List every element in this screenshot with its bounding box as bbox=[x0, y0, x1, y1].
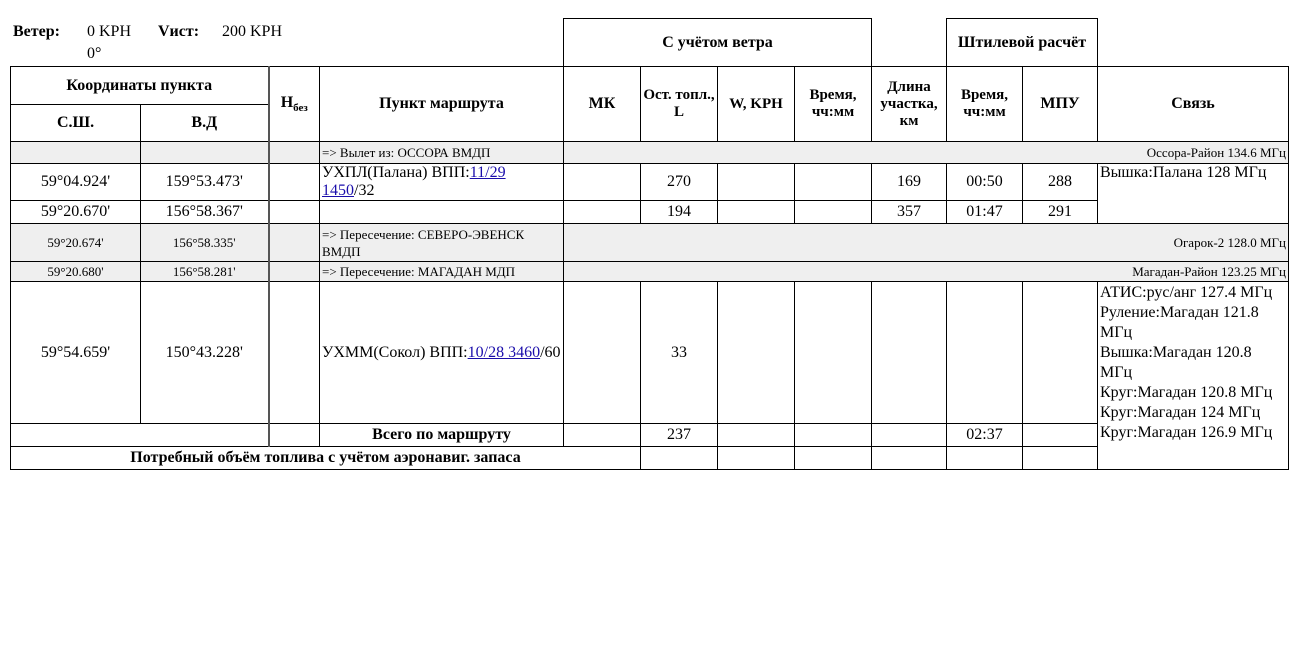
time-wind-cell bbox=[795, 447, 872, 470]
lon-cell: 159°53.473' bbox=[141, 164, 269, 201]
leg-length-cell bbox=[872, 447, 947, 470]
mpu-cell bbox=[1023, 282, 1098, 424]
waypoint-cell bbox=[320, 282, 564, 424]
crossing-freq: Магадан-Район 123.25 МГц bbox=[564, 262, 1289, 282]
w-cell bbox=[718, 447, 795, 470]
leg-length-cell bbox=[872, 424, 947, 447]
lat-cell bbox=[11, 142, 141, 164]
route-table bbox=[10, 18, 1289, 470]
comm-cell: Вышка:Палана 128 МГц bbox=[1098, 164, 1289, 224]
leg-length-cell bbox=[872, 282, 947, 424]
lon-cell: 150°43.228' bbox=[141, 282, 269, 424]
totals-label: Всего по маршруту bbox=[320, 424, 564, 447]
fuel-cell: 270 bbox=[641, 164, 718, 201]
lat-cell: 59°20.670' bbox=[11, 201, 141, 224]
lon-cell bbox=[141, 142, 269, 164]
lon-cell: 156°58.367' bbox=[141, 201, 269, 224]
mk-cell bbox=[564, 164, 641, 201]
crossing-text: => Пересечение: СЕВЕРО-ЭВЕНСК ВМДП bbox=[320, 224, 564, 262]
crossing-text: => Пересечение: МАГАДАН МДП bbox=[320, 262, 564, 282]
waypoint-name: УХММ(Сокол) ВПП: bbox=[322, 343, 468, 361]
waypoint-cell bbox=[320, 164, 564, 201]
lat-header: С.Ш. bbox=[11, 105, 141, 142]
totals-row bbox=[11, 424, 1289, 447]
table-row bbox=[11, 164, 1289, 201]
time-wind-cell bbox=[795, 201, 872, 224]
comm-line: Круг:Магадан 126.9 МГц bbox=[1100, 424, 1273, 441]
mpu-cell bbox=[1023, 447, 1098, 470]
w-cell bbox=[718, 201, 795, 224]
lat-cell: 59°54.659' bbox=[11, 282, 141, 424]
mpu-cell: 291 bbox=[1023, 201, 1098, 224]
with-wind-header: С учётом ветра bbox=[564, 19, 872, 67]
mpu-cell: 288 bbox=[1023, 164, 1098, 201]
waypoint-suffix: /32 bbox=[354, 182, 375, 199]
leg-length-cell: 169 bbox=[872, 164, 947, 201]
wind-label: Ветер: bbox=[13, 23, 60, 40]
lon-header: В.Д bbox=[141, 105, 269, 142]
departure-text: => Вылет из: ОССОРА ВМДП bbox=[320, 142, 564, 164]
leg-length-cell: 357 bbox=[872, 201, 947, 224]
time-wind-cell bbox=[795, 164, 872, 201]
mpu-cell bbox=[1023, 424, 1098, 447]
lon-cell: 156°58.335' bbox=[141, 224, 269, 262]
h-cell bbox=[269, 201, 320, 224]
lon-cell: 156°58.281' bbox=[141, 262, 269, 282]
time-wind-header: Время, чч:мм bbox=[795, 67, 872, 142]
wind-speed: 0 KPH bbox=[87, 23, 132, 40]
fuel-cell: 194 bbox=[641, 201, 718, 224]
calm-calc-header: Штилевой расчёт bbox=[947, 19, 1098, 67]
comm-line: Вышка:Магадан 120.8 МГц bbox=[1100, 344, 1252, 381]
h-header bbox=[269, 67, 320, 142]
waypoint-header: Пункт маршрута bbox=[320, 67, 564, 142]
w-cell bbox=[718, 282, 795, 424]
fuel-cell: 33 bbox=[641, 282, 718, 424]
w-header: W, KPH bbox=[718, 67, 795, 142]
h-cell bbox=[269, 164, 320, 201]
fuel-remaining-header: Ост. топл., L bbox=[641, 67, 718, 142]
table-row bbox=[11, 201, 1289, 224]
required-fuel-value bbox=[641, 447, 718, 470]
w-cell bbox=[718, 424, 795, 447]
crossing-row bbox=[11, 262, 1289, 282]
comm-line: Руление:Магадан 121.8 МГц bbox=[1100, 304, 1259, 341]
leg-length-header: Длина участка, км bbox=[872, 67, 947, 142]
wind-direction: 0° bbox=[87, 45, 102, 62]
mk-cell bbox=[564, 201, 641, 224]
table-row bbox=[11, 282, 1289, 424]
true-speed-value: 200 KPH bbox=[222, 23, 283, 40]
departure-row bbox=[11, 142, 1289, 164]
required-fuel-row bbox=[11, 447, 1289, 470]
h-header-sub: без bbox=[293, 102, 308, 115]
time-calm-cell bbox=[947, 447, 1023, 470]
departure-freq: Оссора-Район 134.6 МГц bbox=[564, 142, 1289, 164]
waypoint-name: УХПЛ(Палана) ВПП: bbox=[322, 164, 470, 181]
comm-line: АТИС:рус/анг 127.4 МГц bbox=[1100, 284, 1273, 301]
comm-line: Круг:Магадан 120.8 МГц bbox=[1100, 384, 1273, 401]
h-cell bbox=[269, 224, 320, 262]
h-cell bbox=[269, 282, 320, 424]
time-calm-cell: 00:50 bbox=[947, 164, 1023, 201]
time-wind-cell bbox=[795, 282, 872, 424]
waypoint-cell bbox=[320, 201, 564, 224]
crossing-row bbox=[11, 224, 1289, 262]
group-header-row bbox=[11, 19, 1289, 67]
totals-fuel: 237 bbox=[641, 424, 718, 447]
lat-cell: 59°20.674' bbox=[11, 224, 141, 262]
h-cell bbox=[269, 262, 320, 282]
crossing-freq: Огарок-2 128.0 МГц bbox=[564, 224, 1289, 262]
waypoint-suffix: /60 bbox=[540, 343, 561, 361]
time-calm-cell: 01:47 bbox=[947, 201, 1023, 224]
required-fuel-label: Потребный объём топлива с учётом аэронавиг. запаса bbox=[11, 447, 641, 470]
totals-time: 02:37 bbox=[947, 424, 1023, 447]
comm-header: Связь bbox=[1098, 67, 1289, 142]
runway-link[interactable]: 11/29 1450 bbox=[322, 164, 506, 199]
comm-cell bbox=[1098, 282, 1289, 470]
empty-cell bbox=[11, 424, 269, 447]
runway-link[interactable]: 10/28 3460 bbox=[467, 343, 541, 361]
comm-line: Круг:Магадан 124 МГц bbox=[1100, 404, 1261, 421]
w-cell bbox=[718, 164, 795, 201]
column-header-row-1 bbox=[11, 67, 1289, 105]
time-calm-header: Время, чч:мм bbox=[947, 67, 1023, 142]
h-cell bbox=[269, 142, 320, 164]
coords-header: Координаты пункта bbox=[11, 67, 269, 105]
h-cell bbox=[269, 424, 320, 447]
mk-cell bbox=[564, 424, 641, 447]
mk-header: МК bbox=[564, 67, 641, 142]
h-header-main: H bbox=[280, 93, 294, 111]
mpu-header: МПУ bbox=[1023, 67, 1098, 142]
time-calm-cell bbox=[947, 282, 1023, 424]
time-wind-cell bbox=[795, 424, 872, 447]
lat-cell: 59°20.680' bbox=[11, 262, 141, 282]
true-speed-label: Vист: bbox=[158, 23, 200, 40]
mk-cell bbox=[564, 282, 641, 424]
lat-cell: 59°04.924' bbox=[11, 164, 141, 201]
